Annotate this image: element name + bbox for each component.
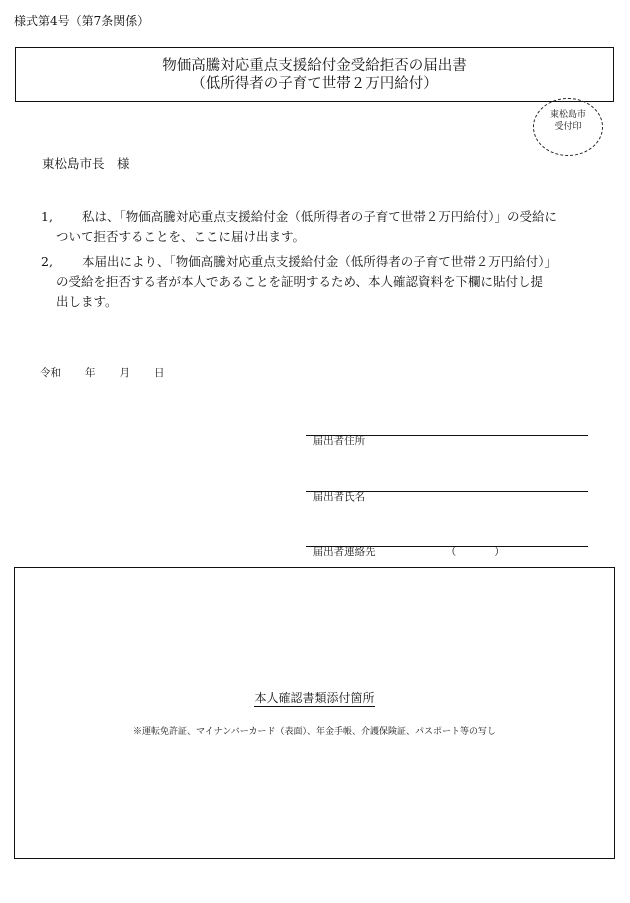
paragraph-text: 本届出により、「物価高騰対応重点支援給付金（低所得者の子育て世帯２万円給付）」: [82, 254, 558, 269]
date-day: 日: [154, 367, 165, 379]
paragraph-number: 1,: [41, 209, 53, 224]
paragraph-text: の受給を拒否する者が本人であることを証明するため、本人確認資料を下欄に貼付し提: [56, 274, 544, 289]
attachment-title: 本人確認書類添付箇所: [254, 691, 375, 705]
contact-paren-open: （: [445, 546, 457, 558]
stamp-receipt-label: 受付印: [554, 122, 582, 132]
document-subtitle: （低所得者の子育て世帯２万円給付）: [191, 76, 438, 92]
form-number: 様式第4号（第7条関係）: [14, 14, 150, 28]
applicant-name-label: 届出者氏名: [312, 491, 366, 503]
applicant-contact-label: 届出者連絡先: [312, 546, 376, 558]
paragraph-text: ついて拒否することを、ここに届け出ます。: [56, 229, 306, 244]
document-title-box: [15, 47, 614, 102]
paragraph-text: 私は、「物価高騰対応重点支援給付金（低所得者の子育て世帯２万円給付）」の受給に: [82, 209, 558, 224]
applicant-contact-field[interactable]: [306, 531, 588, 558]
id-document-attachment-area: [14, 567, 615, 859]
paragraph-text: 出します。: [56, 294, 118, 309]
contact-paren-close: ）: [494, 546, 505, 558]
date-era: 令和: [40, 367, 61, 379]
applicant-address-field[interactable]: [306, 420, 588, 447]
date-year: 年: [85, 367, 96, 379]
applicant-name-field[interactable]: [306, 476, 588, 503]
applicant-address-label: 届出者住所: [312, 435, 366, 447]
paragraph-1: [41, 207, 601, 247]
stamp-city-label: 東松島市: [549, 110, 586, 120]
document-title: 物価高騰対応重点支援給付金受給拒否の届出書: [162, 58, 467, 74]
addressee: 東松島市長 様: [42, 156, 130, 171]
attachment-note: ※運転免許証、マイナンバーカード（表面）、年金手帳、介護保険証、パスポート等の写し: [132, 727, 497, 737]
paragraph-2: [41, 252, 601, 312]
date-line: [40, 365, 165, 380]
paragraph-number: 2,: [41, 254, 53, 269]
reception-stamp-area: [533, 98, 603, 156]
date-month: 月: [119, 367, 130, 379]
